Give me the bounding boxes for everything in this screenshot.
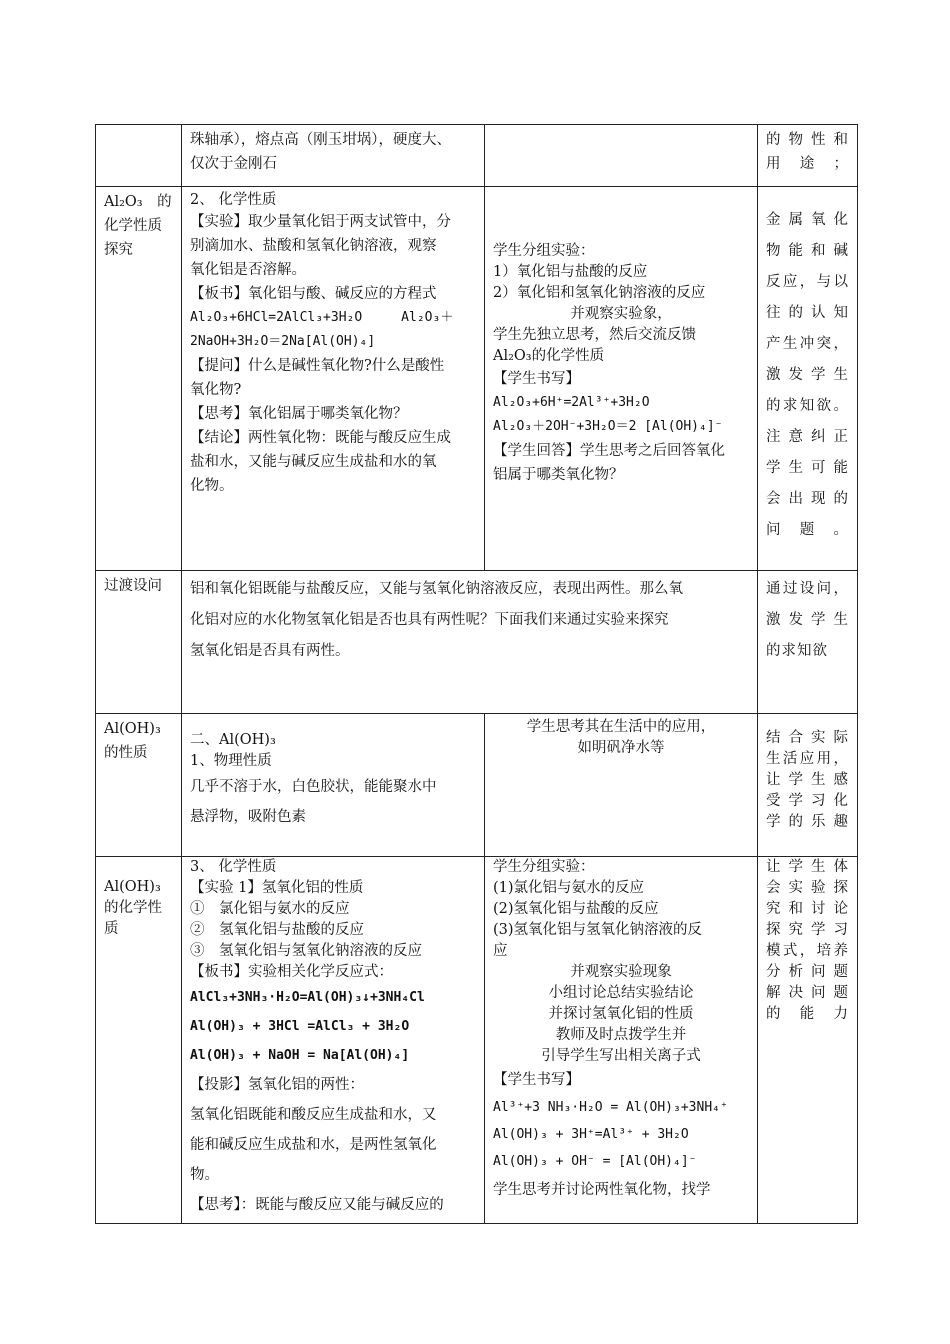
row1-purpose-line: 问题。: [766, 522, 849, 538]
row1-student-line: 【学生书写】: [493, 371, 580, 387]
row1-purpose-line: 的求知欲。: [766, 398, 849, 414]
row1-student-line: 1）氧化铝与盐酸的反应: [493, 264, 648, 280]
row4-student-line: (3)氢氧化铝与氢氧化钠溶液的反: [493, 922, 703, 938]
row1-teacher-cell: [182, 187, 485, 571]
row1-teacher-line: 氧化物?: [190, 382, 242, 398]
row1-teacher-line: 氧化铝是否溶解。: [190, 262, 306, 278]
row1-teacher-line: 2、 化学性质: [190, 192, 277, 208]
row1-teacher-line: 化物。: [190, 478, 234, 494]
row4-topic-line: 的化学性: [104, 900, 162, 916]
row1-topic-cell: [96, 187, 182, 571]
row0-purpose-cell: [758, 125, 858, 187]
row4-student-line: 应: [493, 943, 508, 959]
row2-transition-line: 化铝对应的水化物氢氧化铝是否也具有两性呢？下面我们来通过实验来探究: [190, 612, 669, 628]
row1-teacher-line: 【结论】两性氧化物：既能与酸反应生成: [190, 430, 451, 446]
row3-purpose-line: 受 学 习 化: [766, 793, 849, 809]
row4-student-line: (1)氯化铝与氨水的反应: [493, 880, 645, 896]
row1-student-line: 学生先独立思考，然后交流反馈: [493, 327, 696, 343]
table-row: [96, 571, 858, 714]
row4-purpose-line: 解 决 问 题: [766, 985, 849, 1001]
row1-purpose-line: 激 发 学 生: [766, 367, 849, 383]
row1-student-line: 铝属于哪类氧化物？: [493, 467, 624, 483]
row1-student-line: Al₂O₃＋2OH⁻+3H₂O＝2 [Al(OH)₄]⁻: [493, 419, 723, 434]
row1-purpose-cell: [758, 187, 858, 571]
row4-student-line: Al(OH)₃ + OH⁻ = [Al(OH)₄]⁻: [493, 1154, 697, 1169]
row1-purpose-line: 金 属 氧 化: [766, 212, 849, 228]
row0-teacher-line: 仅次于金刚石: [190, 156, 277, 172]
row4-teacher-line: ② 氢氧化铝与盐酸的反应: [190, 922, 364, 938]
row3-teacher-line: 悬浮物，吸附色素: [190, 809, 306, 825]
row4-student-line: (2)氢氧化铝与盐酸的反应: [493, 901, 659, 917]
row1-student-line: 学生分组实验：: [493, 243, 595, 259]
row4-purpose-line: 的能力: [766, 1006, 849, 1022]
table-row: [96, 857, 858, 1224]
row1-purpose-line: 会 出 现 的: [766, 491, 849, 507]
row1-student-line: 并观察实验象，: [570, 306, 672, 322]
table-row: [96, 187, 858, 571]
row1-student-line: Al₂O₃+6H⁺=2Al³⁺+3H₂O: [493, 395, 650, 410]
row3-teacher-line: 几乎不溶于水，白色胶状，能能聚水中: [190, 779, 437, 795]
row1-teacher-line: 【实验】取少量氧化铝于两支试管中，分: [190, 214, 451, 230]
row1-purpose-line: 往 的 认 知: [766, 305, 849, 321]
row1-student-line: Al₂O₃的化学性质: [493, 348, 605, 364]
row4-purpose-line: 模式，培养: [766, 943, 849, 959]
row3-topic-cell: [96, 714, 182, 857]
row0-teacher-line: 珠轴承），熔点高（刚玉坩埚），硬度大、: [190, 132, 451, 148]
row4-teacher-cell: [182, 857, 485, 1224]
row3-student-line: 如明矾净水等: [577, 740, 665, 756]
row2-topic-cell: [96, 571, 182, 714]
row4-teacher-line: 【思考】：既能与酸反应又能与碱反应的: [190, 1197, 444, 1213]
row1-purpose-line: 注 意 纠 正: [766, 429, 849, 445]
row4-student-line: 学生思考并讨论两性氧化物，找学: [493, 1182, 711, 1198]
row1-teacher-line: 【思考】氧化铝属于哪类氧化物？: [190, 406, 408, 422]
row3-purpose-line: 生活应用，: [766, 751, 849, 767]
row2-transition-cell: [182, 571, 758, 714]
row4-purpose-line: 究 和 讨 论: [766, 901, 849, 917]
row4-topic-cell: [96, 857, 182, 1224]
row4-teacher-line: 能和碱反应生成盐和水，是两性氢氧化: [190, 1137, 437, 1153]
row1-student-line: 2）氧化铝和氢氧化钠溶液的反应: [493, 285, 706, 301]
row1-teacher-line: 别滴加水、盐酸和氢氧化钠溶液，观察: [190, 238, 437, 254]
row1-teacher-line: Al₂O₃+6HCl=2AlCl₃+3H₂O Al₂O₃＋: [190, 310, 454, 325]
row4-student-line: 引导学生写出相关离子式: [541, 1048, 701, 1064]
row1-teacher-line: 【提问】什么是碱性氧化物?什么是酸性: [190, 358, 445, 374]
row2-purpose-line: 激 发 学 生: [766, 612, 849, 628]
table-row: [96, 714, 858, 857]
row3-teacher-cell: [182, 714, 485, 857]
row1-purpose-line: 物 能 和 碱: [766, 243, 849, 259]
row0-topic-cell: [96, 125, 182, 187]
table-row: [96, 125, 858, 187]
row4-teacher-line: 【实验 1】氢氧化铝的性质: [190, 880, 364, 896]
row4-teacher-line: 物。: [190, 1167, 219, 1183]
row4-teacher-line: ③ 氢氧化铝与氢氧化钠溶液的反应: [190, 943, 422, 959]
row2-transition-line: 铝和氧化铝既能与盐酸反应，又能与氢氧化钠溶液反应，表现出两性。那么氧: [190, 581, 683, 597]
row1-topic-line: 化学性质: [104, 218, 162, 234]
row3-teacher-line: 1、物理性质: [190, 753, 272, 769]
row4-teacher-line: 【板书】实验相关化学反应式：: [190, 964, 393, 980]
row3-student-line: 学生思考其在生活中的应用，: [526, 719, 716, 735]
row1-teacher-line: 2NaOH+3H₂O＝2Na[Al(OH)₄]: [190, 334, 376, 349]
row3-teacher-line: 二、Al(OH)₃: [190, 732, 276, 748]
lesson-plan-table: [95, 124, 858, 1224]
row1-topic-line: 探究: [104, 242, 133, 258]
row4-student-line: Al(OH)₃ + 3H⁺=Al³⁺ + 3H₂O: [493, 1127, 689, 1142]
row4-purpose-line: 会 实 验 探: [766, 880, 849, 896]
row2-purpose-cell: [758, 571, 858, 714]
row4-student-line: 小组讨论总结实验结论: [548, 985, 694, 1001]
row1-topic-line: Al₂O₃ 的: [104, 194, 172, 210]
row4-student-line: 教师及时点拨学生并: [555, 1027, 687, 1043]
row4-teacher-line: Al(OH)₃ + NaOH = Na[Al(OH)₄]: [190, 1048, 410, 1063]
row4-purpose-line: 探 究 学 习: [766, 922, 849, 938]
row3-purpose-cell: [758, 714, 858, 857]
row1-purpose-line: 产生冲突，: [766, 336, 849, 352]
row0-purpose-line: 用途；: [766, 156, 849, 172]
row4-teacher-line: 【投影】氢氧化铝的两性：: [190, 1077, 364, 1093]
row4-student-cell: [485, 857, 758, 1224]
row3-purpose-line: 让 学 生 感: [766, 772, 849, 788]
row2-transition-line: 氢氧化铝是否具有两性。: [190, 643, 350, 659]
row4-teacher-line: 氢氧化铝既能和酸反应生成盐和水，又: [190, 1107, 437, 1123]
row4-student-line: 并探讨氢氧化铝的性质: [548, 1006, 694, 1022]
row1-purpose-line: 学 生 可 能: [766, 460, 849, 476]
row3-purpose-line: 结 合 实 际: [766, 730, 849, 746]
row1-purpose-line: 反应，与以: [766, 274, 849, 290]
row2-purpose-line: 通过设问，: [766, 581, 849, 597]
row4-purpose-line: 让 学 生 体: [766, 859, 849, 875]
row4-teacher-line: Al(OH)₃ + 3HCl =AlCl₃ + 3H₂O: [190, 1019, 410, 1034]
row4-student-line: 并观察实验现象: [570, 964, 672, 980]
row4-teacher-line: 3、 化学性质: [190, 859, 277, 875]
row3-purpose-line: 学的乐趣: [766, 814, 849, 830]
row1-teacher-line: 【板书】氧化铝与酸、碱反应的方程式: [190, 286, 437, 302]
row4-teacher-line: ① 氯化铝与氨水的反应: [190, 901, 350, 917]
row2-purpose-line: 的求知欲: [766, 643, 828, 659]
row4-student-line: 【学生书写】: [493, 1072, 580, 1088]
row4-topic-line: Al(OH)₃: [104, 879, 161, 895]
row1-student-line: 【学生回答】学生思考之后回答氧化: [493, 443, 725, 459]
row4-purpose-line: 分 析 问 题: [766, 964, 849, 980]
row3-student-cell: [485, 714, 758, 857]
row0-student-cell: [485, 125, 758, 187]
row0-purpose-line: 的 物 性 和: [766, 132, 849, 148]
row3-topic-line: 的性质: [104, 745, 148, 761]
row1-teacher-line: 盐和水，又能与碱反应生成盐和水的氧: [190, 454, 437, 470]
row4-purpose-cell: [758, 857, 858, 1224]
row4-teacher-line: AlCl₃+3NH₃·H₂O=Al(OH)₃↓+3NH₄Cl: [190, 990, 425, 1005]
row1-student-cell: [485, 187, 758, 571]
row4-student-line: 学生分组实验：: [493, 859, 595, 875]
row2-topic-line: 过渡设问: [104, 578, 162, 594]
row3-topic-line: Al(OH)₃: [104, 721, 161, 737]
row4-student-line: Al³⁺+3 NH₃·H₂O = Al(OH)₃+3NH₄⁺: [493, 1100, 728, 1115]
row0-teacher-cell: [182, 125, 485, 187]
row4-topic-line: 质: [104, 921, 119, 937]
